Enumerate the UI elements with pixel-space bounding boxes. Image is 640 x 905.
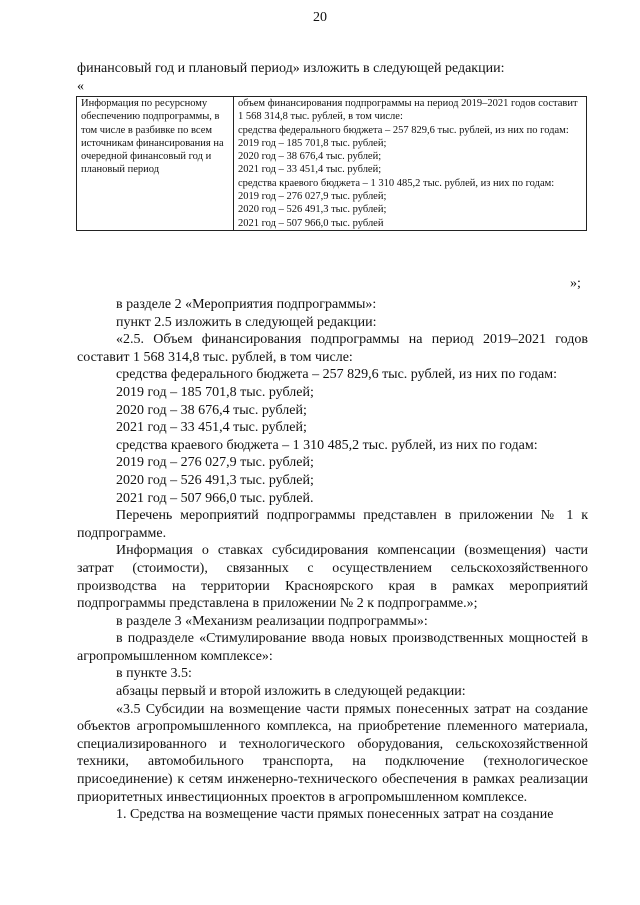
- paragraph: 1. Средства на возмещение части прямых понесенных затрат на создание: [116, 807, 554, 823]
- paragraph: в подразделе «Стимулирование ввода новых производственных мощностей в агропромышленном комплексе»:: [77, 631, 588, 664]
- open-quote: «: [77, 79, 84, 94]
- table-line: 2019 год – 276 027,9 тыс. рублей;: [238, 191, 387, 203]
- table-left-cell: Информация по ресурсному обеспечению подпрограммы, в том числе в разбивке по всем источникам финансирования на очередной финансовый год и плановый период: [77, 97, 234, 231]
- table-line: 2021 год – 33 451,4 тыс. рублей;: [238, 164, 382, 176]
- paragraph: в разделе 3 «Механизм реализации подпрограммы»:: [116, 613, 428, 629]
- paragraph: Перечень мероприятий подпрограммы представлен в приложении № 1 к подпрограмме.: [77, 508, 588, 541]
- paragraph: 2020 год – 526 491,3 тыс. рублей;: [116, 472, 314, 488]
- paragraph: абзацы первый и второй изложить в следующей редакции:: [116, 684, 466, 700]
- paragraph: Информация о ставках субсидирования компенсации (возмещения) части затрат (стоимости), связанных с осуществлением сельскохозяйственного производства на территории Красноярского края в рамках мероприятий подпрограммы представлена в приложении № 2 к подпрограмме.»;: [77, 543, 588, 612]
- table-row: [77, 97, 587, 231]
- table-line: 2019 год – 185 701,8 тыс. рублей;: [238, 137, 387, 149]
- paragraph: пункт 2.5 изложить в следующей редакции:: [116, 314, 377, 330]
- table-right-cell: [234, 97, 587, 231]
- table-line: 2021 год – 507 966,0 тыс. рублей: [238, 217, 384, 229]
- paragraph: 2019 год – 185 701,8 тыс. рублей;: [116, 384, 314, 400]
- paragraph: средства федерального бюджета – 257 829,6 тыс. рублей, из них по годам:: [116, 367, 557, 383]
- resource-table: [76, 96, 587, 231]
- closing-quote: »;: [570, 276, 581, 291]
- table-line: объем финансирования подпрограммы на период 2019–2021 годов составит 1 568 314,8 тыс. рублей, в том числе:: [238, 98, 578, 123]
- paragraph: в разделе 2 «Мероприятия подпрограммы»:: [116, 297, 377, 312]
- intro-block: [77, 60, 597, 96]
- table-line: 2020 год – 38 676,4 тыс. рублей;: [238, 151, 382, 163]
- paragraph: в пункте 3.5:: [116, 666, 192, 682]
- intro-line: финансовый год и плановый период» изложить в следующей редакции:: [77, 61, 505, 76]
- paragraph: средства краевого бюджета – 1 310 485,2 тыс. рублей, из них по годам:: [116, 437, 538, 453]
- paragraph: «2.5. Объем финансирования подпрограммы на период 2019–2021 годов составит 1 568 314,8 тыс. рублей, в том числе:: [77, 332, 588, 365]
- paragraph: «3.5 Субсидии на возмещение части прямых понесенных затрат на создание объектов агропромышленного комплекса, на приобретение племенного материала, специализированного и технологического оборудования, сельскохозяйственной техники, автомобильного транспорта, на подключение (технологическое присоединение) к сетям инженерно-технического обеспечения в рамках реализации приоритетных инвестиционных проектов в агропромышленном комплексе.: [77, 701, 588, 805]
- table-line: средства краевого бюджета – 1 310 485,2 тыс. рублей, из них по годам:: [238, 177, 555, 189]
- paragraph: 2019 год – 276 027,9 тыс. рублей;: [116, 455, 314, 471]
- paragraph: 2020 год – 38 676,4 тыс. рублей;: [116, 402, 307, 418]
- body-text: [77, 296, 588, 824]
- table-line: средства федерального бюджета – 257 829,6 тыс. рублей, из них по годам:: [238, 124, 569, 136]
- table-line: 2020 год – 526 491,3 тыс. рублей;: [238, 204, 387, 216]
- paragraph: 2021 год – 507 966,0 тыс. рублей.: [116, 490, 314, 506]
- page-number: 20: [313, 10, 327, 25]
- paragraph: 2021 год – 33 451,4 тыс. рублей;: [116, 420, 307, 436]
